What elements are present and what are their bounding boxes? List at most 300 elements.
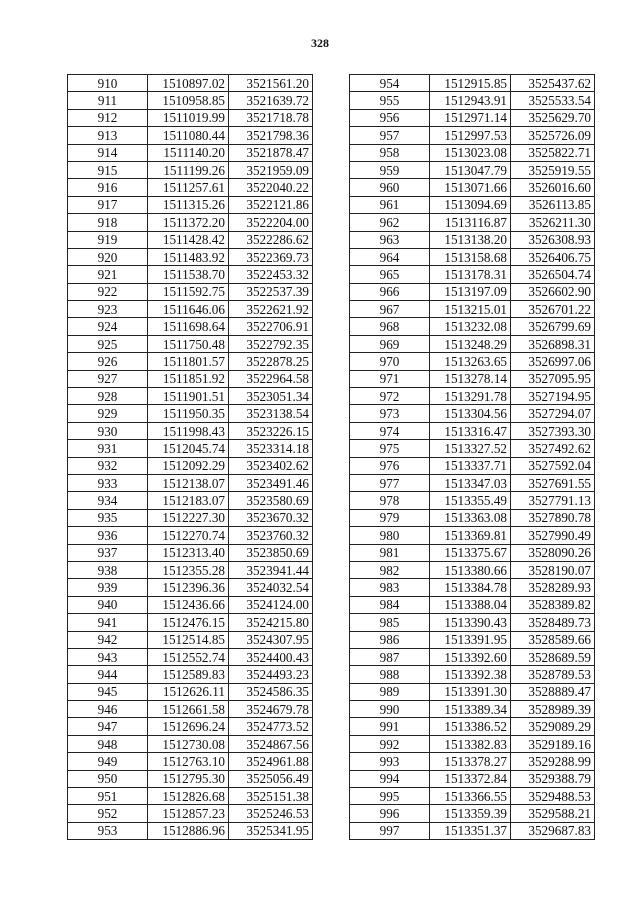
point-id-cell: 968	[350, 318, 430, 335]
y-coordinate-cell: 3525341.95	[229, 822, 313, 839]
x-coordinate-cell: 1511538.70	[148, 266, 229, 283]
y-coordinate-cell: 3523138.54	[229, 405, 313, 422]
y-coordinate-cell: 3525246.53	[229, 805, 313, 822]
point-id-cell: 942	[68, 631, 148, 648]
point-id-cell: 961	[350, 196, 430, 213]
y-coordinate-cell: 3524773.52	[229, 718, 313, 735]
table-row	[68, 579, 313, 596]
point-id-cell: 980	[350, 527, 430, 544]
y-coordinate-cell: 3526701.22	[511, 301, 595, 318]
x-coordinate-cell: 1513386.52	[430, 718, 511, 735]
y-coordinate-cell: 3527393.30	[511, 422, 595, 439]
point-id-cell: 955	[350, 92, 430, 109]
x-coordinate-cell: 1513369.81	[430, 527, 511, 544]
table-row	[350, 353, 595, 370]
point-id-cell: 965	[350, 266, 430, 283]
point-id-cell: 944	[68, 666, 148, 683]
x-coordinate-cell: 1511019.99	[148, 109, 229, 126]
y-coordinate-cell: 3526504.74	[511, 266, 595, 283]
x-coordinate-cell: 1512795.30	[148, 770, 229, 787]
y-coordinate-cell: 3525056.49	[229, 770, 313, 787]
y-coordinate-cell: 3529588.21	[511, 805, 595, 822]
x-coordinate-cell: 1511592.75	[148, 283, 229, 300]
table-row	[68, 718, 313, 735]
point-id-cell: 959	[350, 161, 430, 178]
table-row	[350, 266, 595, 283]
y-coordinate-cell: 3528789.53	[511, 666, 595, 683]
table-row	[68, 422, 313, 439]
x-coordinate-cell: 1512971.14	[430, 109, 511, 126]
table-row	[350, 109, 595, 126]
table-row	[350, 683, 595, 700]
point-id-cell: 993	[350, 753, 430, 770]
y-coordinate-cell: 3528090.26	[511, 544, 595, 561]
y-coordinate-cell: 3521798.36	[229, 127, 313, 144]
point-id-cell: 951	[68, 788, 148, 805]
x-coordinate-cell: 1511199.26	[148, 161, 229, 178]
point-id-cell: 936	[68, 527, 148, 544]
x-coordinate-cell: 1512396.36	[148, 579, 229, 596]
point-id-cell: 995	[350, 788, 430, 805]
y-coordinate-cell: 3525822.71	[511, 144, 595, 161]
y-coordinate-cell: 3522621.92	[229, 301, 313, 318]
x-coordinate-cell: 1512589.83	[148, 666, 229, 683]
point-id-cell: 986	[350, 631, 430, 648]
table-row	[350, 144, 595, 161]
point-id-cell: 953	[68, 822, 148, 839]
x-coordinate-cell: 1513347.03	[430, 474, 511, 491]
x-coordinate-cell: 1513380.66	[430, 561, 511, 578]
y-coordinate-cell: 3522286.62	[229, 231, 313, 248]
x-coordinate-cell: 1511801.57	[148, 353, 229, 370]
table-row	[68, 770, 313, 787]
table-row	[68, 161, 313, 178]
point-id-cell: 972	[350, 388, 430, 405]
x-coordinate-cell: 1513304.56	[430, 405, 511, 422]
point-id-cell: 919	[68, 231, 148, 248]
x-coordinate-cell: 1511851.92	[148, 370, 229, 387]
x-coordinate-cell: 1511080.44	[148, 127, 229, 144]
y-coordinate-cell: 3524215.80	[229, 614, 313, 631]
point-id-cell: 940	[68, 596, 148, 613]
y-coordinate-cell: 3528889.47	[511, 683, 595, 700]
y-coordinate-cell: 3524032.54	[229, 579, 313, 596]
table-row	[68, 701, 313, 718]
table-row	[68, 353, 313, 370]
table-row	[68, 214, 313, 231]
x-coordinate-cell: 1512552.74	[148, 648, 229, 665]
y-coordinate-cell: 3526898.31	[511, 335, 595, 352]
x-coordinate-cell: 1512183.07	[148, 492, 229, 509]
table-row	[350, 283, 595, 300]
table-row	[68, 231, 313, 248]
x-coordinate-cell: 1513232.08	[430, 318, 511, 335]
x-coordinate-cell: 1512436.66	[148, 596, 229, 613]
table-row	[68, 196, 313, 213]
y-coordinate-cell: 3523051.34	[229, 388, 313, 405]
point-id-cell: 933	[68, 474, 148, 491]
x-coordinate-cell: 1512997.53	[430, 127, 511, 144]
x-coordinate-cell: 1513366.55	[430, 788, 511, 805]
x-coordinate-cell: 1511428.42	[148, 231, 229, 248]
x-coordinate-cell: 1511315.26	[148, 196, 229, 213]
table-row	[68, 144, 313, 161]
table-row	[68, 75, 313, 92]
y-coordinate-cell: 3522537.39	[229, 283, 313, 300]
point-id-cell: 917	[68, 196, 148, 213]
point-id-cell: 916	[68, 179, 148, 196]
y-coordinate-cell: 3526997.06	[511, 353, 595, 370]
x-coordinate-cell: 1513363.08	[430, 509, 511, 526]
point-id-cell: 913	[68, 127, 148, 144]
point-id-cell: 978	[350, 492, 430, 509]
point-id-cell: 983	[350, 579, 430, 596]
y-coordinate-cell: 3523941.44	[229, 561, 313, 578]
x-coordinate-cell: 1511901.51	[148, 388, 229, 405]
table-row	[68, 561, 313, 578]
x-coordinate-cell: 1513355.49	[430, 492, 511, 509]
y-coordinate-cell: 3527492.62	[511, 440, 595, 457]
table-row	[68, 92, 313, 109]
y-coordinate-cell: 3521878.47	[229, 144, 313, 161]
point-id-cell: 930	[68, 422, 148, 439]
point-id-cell: 943	[68, 648, 148, 665]
point-id-cell: 989	[350, 683, 430, 700]
y-coordinate-cell: 3522040.22	[229, 179, 313, 196]
y-coordinate-cell: 3523226.15	[229, 422, 313, 439]
point-id-cell: 946	[68, 701, 148, 718]
y-coordinate-cell: 3529388.79	[511, 770, 595, 787]
x-coordinate-cell: 1511257.61	[148, 179, 229, 196]
y-coordinate-cell: 3526799.69	[511, 318, 595, 335]
table-row	[68, 683, 313, 700]
x-coordinate-cell: 1513388.04	[430, 596, 511, 613]
y-coordinate-cell: 3523491.46	[229, 474, 313, 491]
y-coordinate-cell: 3526602.90	[511, 283, 595, 300]
table-row	[350, 388, 595, 405]
point-id-cell: 934	[68, 492, 148, 509]
y-coordinate-cell: 3529288.99	[511, 753, 595, 770]
x-coordinate-cell: 1513391.30	[430, 683, 511, 700]
point-id-cell: 911	[68, 92, 148, 109]
table-row	[68, 388, 313, 405]
y-coordinate-cell: 3527194.95	[511, 388, 595, 405]
y-coordinate-cell: 3528289.93	[511, 579, 595, 596]
table-row	[350, 457, 595, 474]
table-row	[68, 335, 313, 352]
table-row	[350, 509, 595, 526]
point-id-cell: 974	[350, 422, 430, 439]
x-coordinate-cell: 1513382.83	[430, 735, 511, 752]
x-coordinate-cell: 1512915.85	[430, 75, 511, 92]
x-coordinate-cell: 1510897.02	[148, 75, 229, 92]
table-row	[350, 822, 595, 839]
x-coordinate-cell: 1512313.40	[148, 544, 229, 561]
x-coordinate-cell: 1513047.79	[430, 161, 511, 178]
point-id-cell: 928	[68, 388, 148, 405]
table-row	[350, 231, 595, 248]
y-coordinate-cell: 3523850.69	[229, 544, 313, 561]
y-coordinate-cell: 3524400.43	[229, 648, 313, 665]
x-coordinate-cell: 1513327.52	[430, 440, 511, 457]
x-coordinate-cell: 1511140.20	[148, 144, 229, 161]
y-coordinate-cell: 3521639.72	[229, 92, 313, 109]
point-id-cell: 990	[350, 701, 430, 718]
x-coordinate-cell: 1512514.85	[148, 631, 229, 648]
x-coordinate-cell: 1513351.37	[430, 822, 511, 839]
table-row	[350, 405, 595, 422]
point-id-cell: 921	[68, 266, 148, 283]
x-coordinate-cell: 1511698.64	[148, 318, 229, 335]
table-row	[68, 492, 313, 509]
coordinates-table-right	[349, 74, 595, 840]
y-coordinate-cell: 3528689.59	[511, 648, 595, 665]
table-row	[68, 179, 313, 196]
table-row	[68, 596, 313, 613]
point-id-cell: 969	[350, 335, 430, 352]
x-coordinate-cell: 1513378.27	[430, 753, 511, 770]
y-coordinate-cell: 3525919.55	[511, 161, 595, 178]
x-coordinate-cell: 1512696.24	[148, 718, 229, 735]
x-coordinate-cell: 1512763.10	[148, 753, 229, 770]
point-id-cell: 966	[350, 283, 430, 300]
y-coordinate-cell: 3522204.00	[229, 214, 313, 231]
table-row	[350, 75, 595, 92]
y-coordinate-cell: 3528989.39	[511, 701, 595, 718]
point-id-cell: 927	[68, 370, 148, 387]
x-coordinate-cell: 1513337.71	[430, 457, 511, 474]
table-row	[350, 370, 595, 387]
y-coordinate-cell: 3525437.62	[511, 75, 595, 92]
table-row	[350, 735, 595, 752]
point-id-cell: 985	[350, 614, 430, 631]
y-coordinate-cell: 3528589.66	[511, 631, 595, 648]
point-id-cell: 910	[68, 75, 148, 92]
point-id-cell: 918	[68, 214, 148, 231]
table-row	[350, 422, 595, 439]
table-row	[350, 127, 595, 144]
y-coordinate-cell: 3524867.56	[229, 735, 313, 752]
table-row	[68, 735, 313, 752]
x-coordinate-cell: 1513392.38	[430, 666, 511, 683]
table-row	[68, 788, 313, 805]
point-id-cell: 962	[350, 214, 430, 231]
y-coordinate-cell: 3521959.09	[229, 161, 313, 178]
table-row	[350, 718, 595, 735]
point-id-cell: 941	[68, 614, 148, 631]
x-coordinate-cell: 1511372.20	[148, 214, 229, 231]
x-coordinate-cell: 1513215.01	[430, 301, 511, 318]
x-coordinate-cell: 1512138.07	[148, 474, 229, 491]
point-id-cell: 957	[350, 127, 430, 144]
y-coordinate-cell: 3524493.23	[229, 666, 313, 683]
y-coordinate-cell: 3529089.29	[511, 718, 595, 735]
y-coordinate-cell: 3526211.30	[511, 214, 595, 231]
table-row	[350, 753, 595, 770]
table-row	[350, 788, 595, 805]
table-row	[350, 579, 595, 596]
y-coordinate-cell: 3527691.55	[511, 474, 595, 491]
table-row	[350, 527, 595, 544]
x-coordinate-cell: 1513291.78	[430, 388, 511, 405]
point-id-cell: 992	[350, 735, 430, 752]
y-coordinate-cell: 3521718.78	[229, 109, 313, 126]
x-coordinate-cell: 1512355.28	[148, 561, 229, 578]
page-number: 328	[311, 36, 329, 50]
x-coordinate-cell: 1513263.65	[430, 353, 511, 370]
x-coordinate-cell: 1511750.48	[148, 335, 229, 352]
y-coordinate-cell: 3521561.20	[229, 75, 313, 92]
table-row	[68, 753, 313, 770]
point-id-cell: 996	[350, 805, 430, 822]
x-coordinate-cell: 1512626.11	[148, 683, 229, 700]
point-id-cell: 952	[68, 805, 148, 822]
point-id-cell: 984	[350, 596, 430, 613]
y-coordinate-cell: 3525533.54	[511, 92, 595, 109]
point-id-cell: 923	[68, 301, 148, 318]
point-id-cell: 987	[350, 648, 430, 665]
table-row	[350, 92, 595, 109]
x-coordinate-cell: 1513178.31	[430, 266, 511, 283]
table-row	[68, 527, 313, 544]
table-row	[68, 648, 313, 665]
table-row	[350, 666, 595, 683]
point-id-cell: 950	[68, 770, 148, 787]
x-coordinate-cell: 1512661.58	[148, 701, 229, 718]
y-coordinate-cell: 3529488.53	[511, 788, 595, 805]
x-coordinate-cell: 1512270.74	[148, 527, 229, 544]
y-coordinate-cell: 3527095.95	[511, 370, 595, 387]
point-id-cell: 929	[68, 405, 148, 422]
table-row	[350, 474, 595, 491]
point-id-cell: 988	[350, 666, 430, 683]
point-id-cell: 960	[350, 179, 430, 196]
point-id-cell: 945	[68, 683, 148, 700]
point-id-cell: 915	[68, 161, 148, 178]
y-coordinate-cell: 3527990.49	[511, 527, 595, 544]
point-id-cell: 979	[350, 509, 430, 526]
table-row	[350, 318, 595, 335]
x-coordinate-cell: 1512886.96	[148, 822, 229, 839]
table-row	[350, 648, 595, 665]
point-id-cell: 958	[350, 144, 430, 161]
y-coordinate-cell: 3522453.32	[229, 266, 313, 283]
table-row	[68, 370, 313, 387]
table-row	[350, 335, 595, 352]
x-coordinate-cell: 1513116.87	[430, 214, 511, 231]
point-id-cell: 997	[350, 822, 430, 839]
x-coordinate-cell: 1511483.92	[148, 248, 229, 265]
point-id-cell: 975	[350, 440, 430, 457]
y-coordinate-cell: 3522706.91	[229, 318, 313, 335]
point-id-cell: 994	[350, 770, 430, 787]
point-id-cell: 971	[350, 370, 430, 387]
table-row	[68, 666, 313, 683]
x-coordinate-cell: 1513372.84	[430, 770, 511, 787]
y-coordinate-cell: 3528190.07	[511, 561, 595, 578]
y-coordinate-cell: 3522369.73	[229, 248, 313, 265]
table-row	[68, 474, 313, 491]
y-coordinate-cell: 3522878.25	[229, 353, 313, 370]
x-coordinate-cell: 1513389.34	[430, 701, 511, 718]
y-coordinate-cell: 3525726.09	[511, 127, 595, 144]
point-id-cell: 954	[350, 75, 430, 92]
point-id-cell: 938	[68, 561, 148, 578]
y-coordinate-cell: 3524961.88	[229, 753, 313, 770]
x-coordinate-cell: 1512045.74	[148, 440, 229, 457]
point-id-cell: 973	[350, 405, 430, 422]
point-id-cell: 914	[68, 144, 148, 161]
x-coordinate-cell: 1513094.69	[430, 196, 511, 213]
point-id-cell: 937	[68, 544, 148, 561]
table-row	[68, 318, 313, 335]
point-id-cell: 922	[68, 283, 148, 300]
table-row	[68, 301, 313, 318]
point-id-cell: 967	[350, 301, 430, 318]
x-coordinate-cell: 1511646.06	[148, 301, 229, 318]
x-coordinate-cell: 1512943.91	[430, 92, 511, 109]
point-id-cell: 963	[350, 231, 430, 248]
point-id-cell: 948	[68, 735, 148, 752]
table-row	[68, 405, 313, 422]
x-coordinate-cell: 1512857.23	[148, 805, 229, 822]
point-id-cell: 931	[68, 440, 148, 457]
point-id-cell: 935	[68, 509, 148, 526]
table-row	[68, 440, 313, 457]
y-coordinate-cell: 3528489.73	[511, 614, 595, 631]
point-id-cell: 920	[68, 248, 148, 265]
x-coordinate-cell: 1513138.20	[430, 231, 511, 248]
x-coordinate-cell: 1511998.43	[148, 422, 229, 439]
x-coordinate-cell: 1513278.14	[430, 370, 511, 387]
y-coordinate-cell: 3524679.78	[229, 701, 313, 718]
y-coordinate-cell: 3523670.32	[229, 509, 313, 526]
y-coordinate-cell: 3527890.78	[511, 509, 595, 526]
point-id-cell: 976	[350, 457, 430, 474]
y-coordinate-cell: 3526308.93	[511, 231, 595, 248]
point-id-cell: 925	[68, 335, 148, 352]
table-row	[350, 596, 595, 613]
table-row	[350, 301, 595, 318]
table-row	[68, 631, 313, 648]
table-row	[350, 770, 595, 787]
x-coordinate-cell: 1513248.29	[430, 335, 511, 352]
table-row	[68, 614, 313, 631]
x-coordinate-cell: 1513023.08	[430, 144, 511, 161]
y-coordinate-cell: 3526406.75	[511, 248, 595, 265]
table-row	[68, 457, 313, 474]
x-coordinate-cell: 1511950.35	[148, 405, 229, 422]
y-coordinate-cell: 3522964.58	[229, 370, 313, 387]
table-row	[350, 701, 595, 718]
point-id-cell: 939	[68, 579, 148, 596]
point-id-cell: 977	[350, 474, 430, 491]
table-row	[350, 631, 595, 648]
point-id-cell: 932	[68, 457, 148, 474]
x-coordinate-cell: 1512476.15	[148, 614, 229, 631]
point-id-cell: 912	[68, 109, 148, 126]
y-coordinate-cell: 3523760.32	[229, 527, 313, 544]
table-row	[68, 109, 313, 126]
x-coordinate-cell: 1512227.30	[148, 509, 229, 526]
x-coordinate-cell: 1512826.68	[148, 788, 229, 805]
x-coordinate-cell: 1513390.43	[430, 614, 511, 631]
y-coordinate-cell: 3523580.69	[229, 492, 313, 509]
table-row	[68, 544, 313, 561]
table-row	[350, 614, 595, 631]
y-coordinate-cell: 3526113.85	[511, 196, 595, 213]
table-row	[350, 440, 595, 457]
